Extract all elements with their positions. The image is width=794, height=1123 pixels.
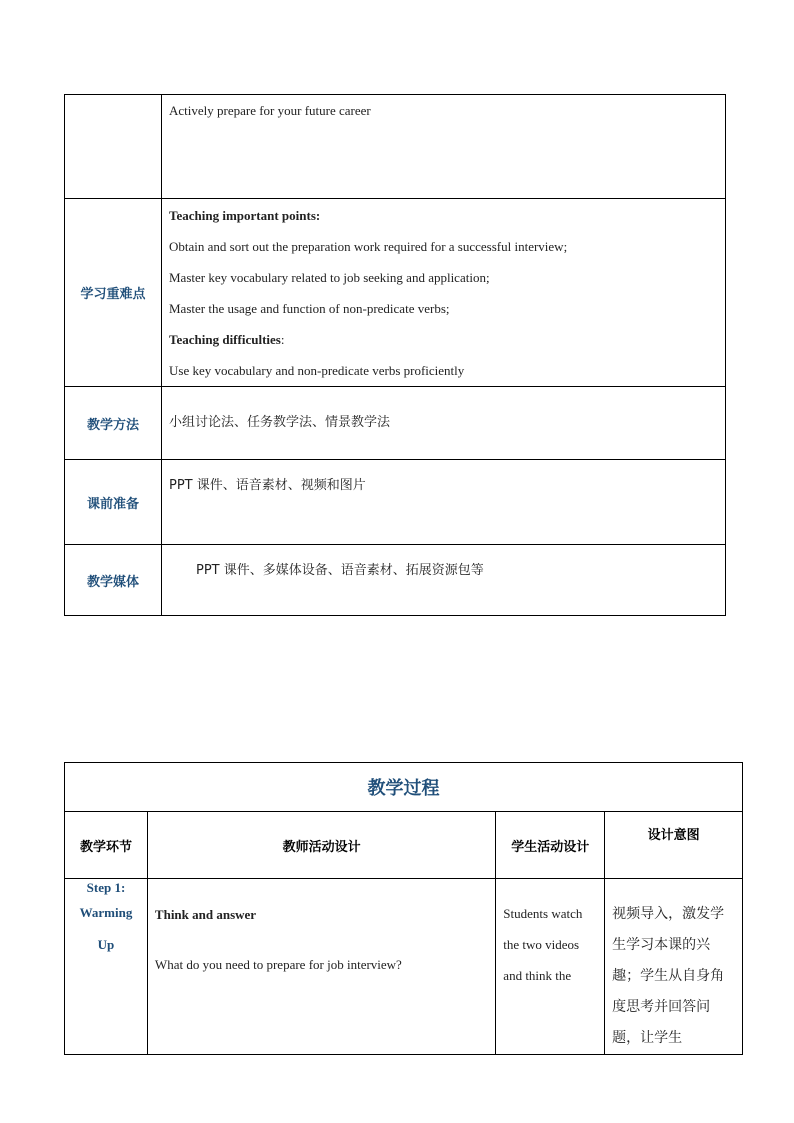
table-row <box>65 199 726 387</box>
table-row <box>65 387 726 460</box>
step-name: Warming Up <box>79 905 133 952</box>
table-title: 教学过程 <box>65 763 743 812</box>
preparation-text: PPT 课件、语音素材、视频和图片 <box>169 478 366 493</box>
lesson-info-table <box>64 94 726 616</box>
header-student: 学生活动设计 <box>496 812 605 879</box>
step-cell <box>65 879 148 1055</box>
point-item: Master key vocabulary related to job seeking and application; <box>169 270 490 285</box>
preparation-cell <box>162 460 726 545</box>
header-stage: 教学环节 <box>65 812 148 879</box>
design-intent-cell <box>605 879 743 1055</box>
difficulties-heading: Teaching difficulties: <box>169 332 285 347</box>
student-activity-text: Students watch the two videos and think the <box>503 906 583 983</box>
objective-cell <box>162 95 726 199</box>
table-row <box>65 545 726 616</box>
teaching-methods-label: 教学方法 <box>65 387 162 460</box>
design-intent-text: 视频导入，激发学生学习本课的兴趣；学生从自身角度思考并回答问题，让学生 <box>612 906 725 1046</box>
objective-text: Actively prepare for your future career <box>169 103 371 118</box>
step-number: Step 1: <box>86 880 126 895</box>
difficulty-item: Use key vocabulary and non-predicate verbs proficiently <box>169 363 465 378</box>
teaching-methods-cell <box>162 387 726 460</box>
media-label: 教学媒体 <box>65 545 162 616</box>
important-points-heading: Teaching important points: <box>169 208 321 223</box>
key-points-cell <box>162 199 726 387</box>
teacher-activity-cell <box>147 879 495 1055</box>
activity-question: What do you need to prepare for job interview? <box>154 957 402 972</box>
student-activity-cell <box>496 879 605 1055</box>
preparation-label: 课前准备 <box>65 460 162 545</box>
table-header-row <box>65 812 743 879</box>
media-cell <box>162 545 726 616</box>
point-item: Obtain and sort out the preparation work required for a successful interview; <box>169 239 568 254</box>
header-teacher: 教师活动设计 <box>147 812 495 879</box>
row-label <box>65 95 162 199</box>
header-intent: 设计意图 <box>605 812 743 879</box>
table-row <box>65 460 726 545</box>
table-row <box>65 95 726 199</box>
teaching-process-table <box>64 762 743 1055</box>
media-text: PPT 课件、多媒体设备、语音素材、拓展资源包等 <box>196 563 484 578</box>
point-item: Master the usage and function of non-predicate verbs; <box>169 301 450 316</box>
activity-title: Think and answer <box>154 907 257 922</box>
key-difficult-points-label: 学习重难点 <box>65 199 162 387</box>
table-title-row <box>65 763 743 812</box>
teaching-methods-text: 小组讨论法、任务教学法、情景教学法 <box>169 415 391 430</box>
table-row <box>65 879 743 1055</box>
